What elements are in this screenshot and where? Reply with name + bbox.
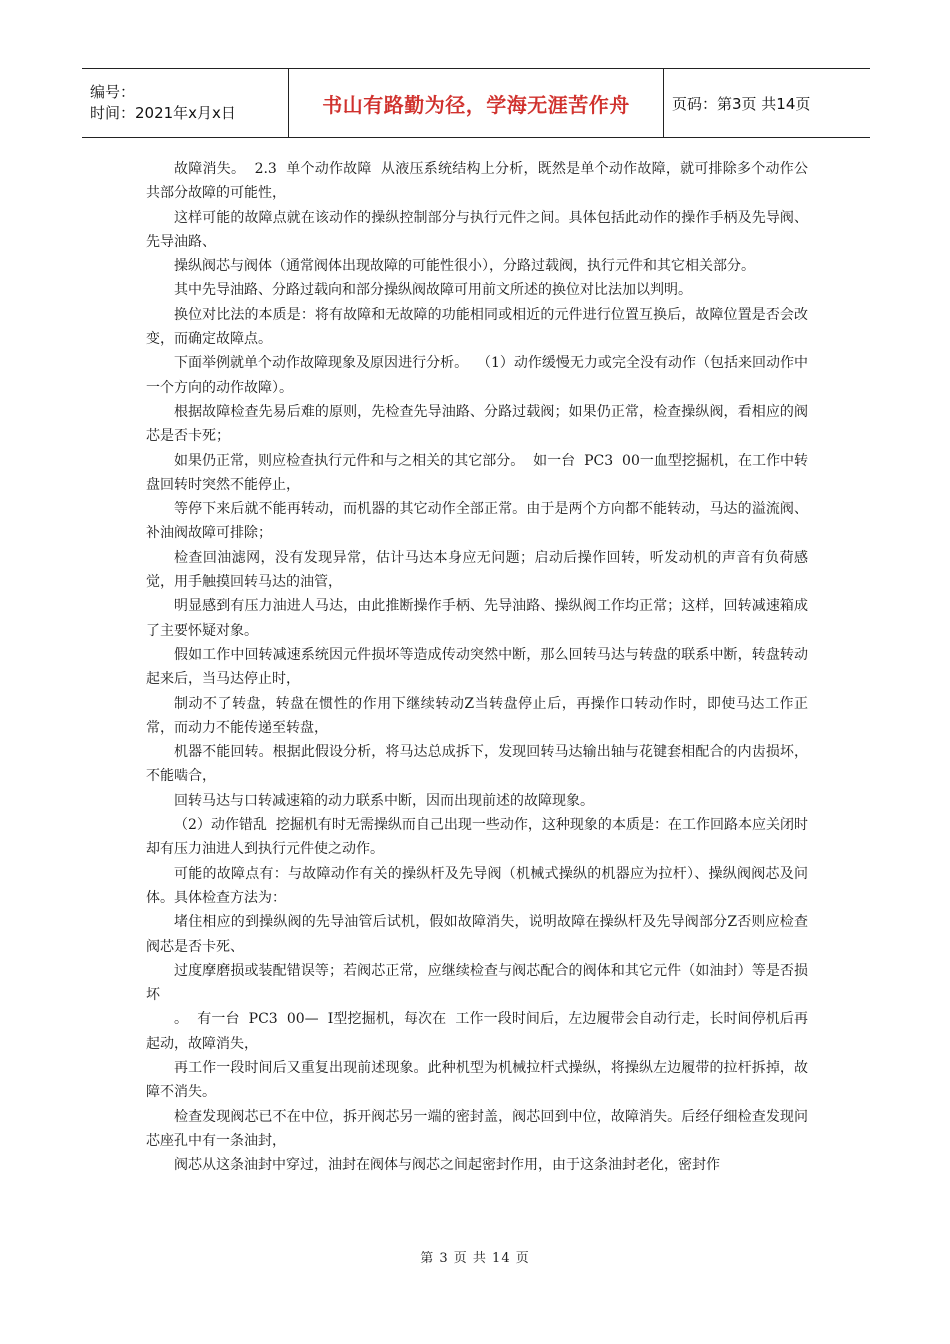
document-time-label: 时间：2021年x月x日 (90, 104, 236, 122)
paragraph: 。 有一台 PC3 00— I型挖掘机，每次在 工作一段时间后，左边履带会自动行走，长时间停机后再起动，故障消失， (146, 1011, 808, 1052)
paragraph: 堵住相应的到操纵阀的先导油管后试机，假如故障消失，说明故障在操纵杆及先导阀部分Z否则应检查阀芯是否卡死、 (146, 914, 808, 955)
page-header (82, 68, 870, 138)
document-body (146, 157, 808, 1177)
paragraph: 再工作一段时间后又重复出现前述现象。此种机型为机械拉杆式操纵，将操纵左边履带的拉杆拆掉，故障不消失。 (146, 1059, 808, 1101)
paragraph: 其中先导油路、分路过载向和部分操纵阀故障可用前文所述的换位对比法加以判明。 (174, 282, 692, 299)
paragraph: 检查回油滤网，没有发现异常，估计马达本身应无问题；启动后操作回转，听发动机的声音有负荷感觉，用手触摸回转马达的油管， (146, 549, 808, 591)
paragraph: 过度摩磨损或装配错误等；若阀芯正常，应继续检查与阀芯配合的阀体和其它元件（如油封）等是否损坏 (146, 962, 808, 1004)
page-footer: 第 3 页 共 14 页 (420, 1251, 530, 1266)
paragraph: 检查发现阀芯已不在中位，拆开阀芯另一端的密封盖，阀芯回到中位，故障消失。后经仔细检查发现问芯座孔中有一条油封， (146, 1108, 808, 1149)
paragraph: 等停下来后就不能再转动，而机器的其它动作全部正常。由于是两个方向都不能转动，马达的溢流阀、补油阀故障可排除； (146, 501, 808, 542)
paragraph: 阀芯从这条油封中穿过，油封在阀体与阀芯之间起密封作用，由于这条油封老化，密封作 (174, 1157, 720, 1174)
paragraph: 换位对比法的本质是：将有故障和无故障的功能相同或相近的元件进行位置互换后，故障位置是否会改变，而确定故障点。 (146, 306, 808, 348)
header-motto: 书山有路勤为径，学海无涯苦作舟 (289, 69, 664, 137)
paragraph: 下面举例就单个动作故障现象及原因进行分析。 （1）动作缓慢无力或完全没有动作（包括来回动作中一个方向的动作故障）。 (146, 355, 808, 396)
paragraph: （2）动作错乱 挖掘机有时无需操纵而自己出现一些动作，这种现象的本质是：在工作回路本应关闭时却有压力油进人到执行元件使之动作。 (146, 817, 808, 858)
paragraph: 明显感到有压力油进人马达，由此推断操作手柄、先导油路、操纵阀工作均正常；这样，回转减速箱成了主要怀疑对象。 (146, 598, 808, 639)
paragraph: 操纵阀芯与阀体（通常阀体出现故障的可能性很小），分路过载阀，执行元件和其它相关部分。 (174, 258, 755, 275)
paragraph: 回转马达与口转减速箱的动力联系中断，因而出现前述的故障现象。 (174, 792, 594, 809)
paragraph: 机器不能回转。根据此假设分析，将马达总成拆下，发现回转马达输出轴与花键套相配合的内齿损坏，不能啮合， (146, 744, 808, 785)
header-meta (82, 69, 289, 137)
paragraph: 根据故障检查先易后难的原则，先检查先导油路、分路过载阀；如果仍正常，检查操纵阀，看相应的阀芯是否卡死； (146, 403, 808, 445)
paragraph: 这样可能的故障点就在该动作的操纵控制部分与执行元件之间。具体包括此动作的操作手柄及先导阀、先导油路、 (146, 209, 808, 250)
paragraph: 制动不了转盘，转盘在惯性的作用下继续转动Z当转盘停止后，再操作口转动作时，即使马达工作正常，而动力不能传递至转盘， (146, 695, 808, 736)
paragraph: 故障消失。 2.3 单个动作故障 从液压系统结构上分析，既然是单个动作故障，就可排除多个动作公共部分故障的可能性， (146, 161, 808, 202)
paragraph: 如果仍正常，则应检查执行元件和与之相关的其它部分。 如一台 PC3 00一血型挖掘机，在工作中转盘回转时突然不能停止， (146, 452, 808, 493)
paragraph: 可能的故障点有：与故障动作有关的操纵杆及先导阀（机械式操纵的机器应为拉杆）、操纵阀阀芯及问体。具体检查方法为： (146, 865, 808, 906)
document-number-label: 编号： (90, 83, 136, 101)
paragraph: 假如工作中回转减速系统因元件损坏等造成传动突然中断，那么回转马达与转盘的联系中断，转盘转动起来后，当马达停止时， (146, 646, 808, 688)
header-page-info: 页码：第3页 共14页 (672, 94, 811, 113)
